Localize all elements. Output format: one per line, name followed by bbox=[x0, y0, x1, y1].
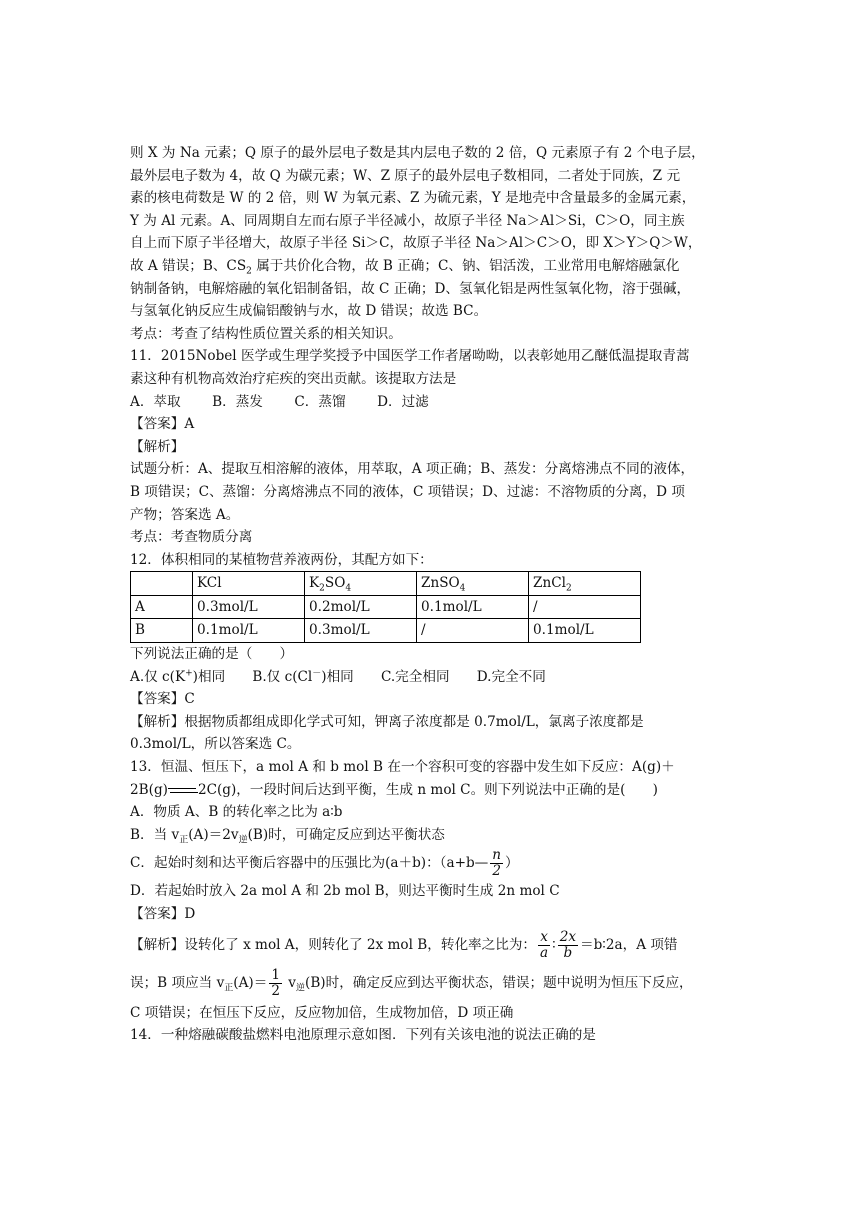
table-cell bbox=[131, 572, 193, 596]
fraction: $\frac{1}{2}$ bbox=[271, 966, 280, 999]
composition-table bbox=[130, 571, 641, 643]
analysis-text: 【解析】根据物质都组成即化学式可知，钾离子浓度都是 0.7mol/L，氯离子浓度都是 bbox=[130, 713, 644, 730]
table-cell: $K_2SO_4$ bbox=[305, 572, 417, 596]
question-11 bbox=[130, 345, 730, 548]
option-b: B．当 $v_正(A)=2v_逆(B)$时，可确定反应到达平衡状态 bbox=[130, 826, 445, 846]
point-text: 考点：考查物质分离 bbox=[130, 529, 253, 546]
table-cell: 0.3mol/L bbox=[305, 619, 417, 643]
text-line: 则 X 为 Na 元素；Q 原子的最外层电子数是其内层电子数的 2 倍，Q 元素原子有 2 个电子层， bbox=[130, 145, 705, 161]
question-stem: 13．恒温、恒压下，a mol A 和 b mol B 在一个容积可变的容器中发生如下反应：A(g)＋ bbox=[130, 759, 675, 776]
answer-label: 【答案】C bbox=[130, 691, 195, 708]
question-stem: 12．体积相同的某植物营养液两份，其配方如下： bbox=[130, 551, 433, 568]
table-cell: 0.1mol/L bbox=[417, 595, 529, 619]
table-cell: B bbox=[131, 619, 193, 643]
table-cell: 0.2mol/L bbox=[305, 595, 417, 619]
text-line: 素的核电荷数是 W 的 2 倍，则 W 为氧元素、Z 为硫元素，Y 是地壳中含量最多的金属元素， bbox=[130, 190, 696, 207]
table-header-row bbox=[131, 572, 641, 596]
question-prompt: 下列说法正确的是（ ） bbox=[130, 646, 294, 663]
answer-label: 【答案】A bbox=[130, 416, 195, 433]
analysis-text: 误；B 项应当 $v_正(A)=$ $\frac{1}{2}$ $v_逆(B)$时，确定反应到达平衡状态，错误；题中说明为恒压下反应， bbox=[130, 966, 693, 999]
question-stem: 11．2015Nobel 医学或生理学奖授予中国医学工作者屠呦呦，以表彰她用乙醚低温提取青蒿 bbox=[130, 348, 690, 365]
table-row bbox=[131, 619, 641, 643]
paragraph-explanation-q10 bbox=[130, 142, 730, 345]
answer-label: 【答案】D bbox=[130, 906, 196, 922]
table-cell: ZnSO$_4$ bbox=[417, 572, 529, 596]
question-options: A.仅 c(K+)相同 B.仅 c(Cl－)相同 C.完全相同 D.完全不同 bbox=[130, 668, 546, 685]
fraction: $\frac{x}{a}$ bbox=[540, 928, 549, 961]
text-line: 自上而下原子半径增大，故原子半径 Si＞C，故原子半径 Na＞Al＞C＞O，即 X＞Y＞Q＞W， bbox=[130, 235, 702, 252]
table-cell: 0.1mol/L bbox=[193, 619, 305, 643]
analysis-text: 【解析】设转化了 x mol A，则转化了 2x mol B，转化率之比为： $\frac{x}{a}$ ∶ $\frac{2x}{b}$ ＝b∶2a，A 项错 bbox=[130, 928, 678, 961]
fraction: $\frac{n}{2}$ bbox=[492, 847, 502, 880]
analysis-text: 0.3mol/L，所以答案选 C。 bbox=[130, 736, 301, 753]
text-line: 钠制备钠，电解熔融的氧化铝制备铝，故 C 正确；D、氢氧化铝是两性氢氧化物，溶于强碱， bbox=[130, 280, 691, 297]
analysis-text: 试题分析：A、提取互相溶解的液体，用萃取，A 项正确；B、蒸发：分离熔沸点不同的液体， bbox=[130, 461, 695, 478]
table-cell: 0.1mol/L bbox=[529, 619, 641, 643]
question-stem: 2B(g) 2C(g)，一段时间后达到平衡，生成 n mol C。则下列说法中正确的是( ) bbox=[130, 781, 658, 798]
analysis-text: 产物；答案选 A。 bbox=[130, 506, 240, 523]
question-stem: 素这种有机物高效治疗疟疾的突出贡献。该提取方法是 bbox=[130, 370, 457, 387]
analysis-text: C 项错误；在恒压下反应，反应物加倍，生成物加倍，D 项正确 bbox=[130, 1004, 514, 1021]
table-cell: ZnCl$_2$ bbox=[529, 572, 641, 596]
option-a: A．物质 A、B 的转化率之比为 a∶b bbox=[130, 804, 343, 821]
question-options: A．萃取 B．蒸发 C．蒸馏 D．过滤 bbox=[130, 393, 429, 410]
equilibrium-arrow-icon bbox=[168, 785, 198, 795]
analysis-label: 【解析】 bbox=[130, 438, 185, 455]
question-13 bbox=[130, 756, 730, 1024]
question-12 bbox=[130, 549, 730, 756]
question-14 bbox=[130, 1024, 730, 1047]
text-line: 最外层电子数为 4，故 Q 为碳元素；W、Z 原子的最外层电子数相同，二者处于同族，Z 元 bbox=[130, 167, 681, 184]
fraction: $\frac{2x}{b}$ bbox=[559, 928, 577, 961]
table-cell: / bbox=[417, 619, 529, 643]
option-d: D．若起始时放入 2a mol A 和 2b mol B，则达平衡时生成 2n mol C bbox=[130, 883, 560, 900]
text-line: 与氢氧化钠反应生成偏铝酸钠与水，故 D 错误；故选 BC。 bbox=[130, 303, 488, 320]
text-line: Y 为 Al 元素。A、同周期自左而右原子半径减小，故原子半径 Na＞Al＞Si，C＞O，同主族 bbox=[130, 212, 685, 229]
option-c: C．起始时刻和达平衡后容器中的压强比为(a＋b)：（a+b— $\frac{n}{2}$ ） bbox=[130, 847, 519, 880]
text-line: 故 A 错误；B、$CS_2$ 属于共价化合物，故 B 正确；C、钠、铝活泼，工业常用电解熔融氯化 bbox=[130, 257, 680, 277]
table-cell: KCl bbox=[193, 572, 305, 596]
document-page bbox=[130, 142, 730, 1047]
analysis-text: B 项错误；C、蒸馏：分离熔沸点不同的液体，C 项错误；D、过滤：不溶物质的分离，D 项 bbox=[130, 483, 685, 500]
table-cell: 0.3mol/L bbox=[193, 595, 305, 619]
question-stem: 14．一种熔融碳酸盐燃料电池原理示意如图．下列有关该电池的说法正确的是 bbox=[130, 1027, 596, 1044]
table-cell: A bbox=[131, 595, 193, 619]
table-row bbox=[131, 595, 641, 619]
text-line: 考点：考查了结构性质位置关系的相关知识。 bbox=[130, 325, 402, 342]
table-cell: / bbox=[529, 595, 641, 619]
